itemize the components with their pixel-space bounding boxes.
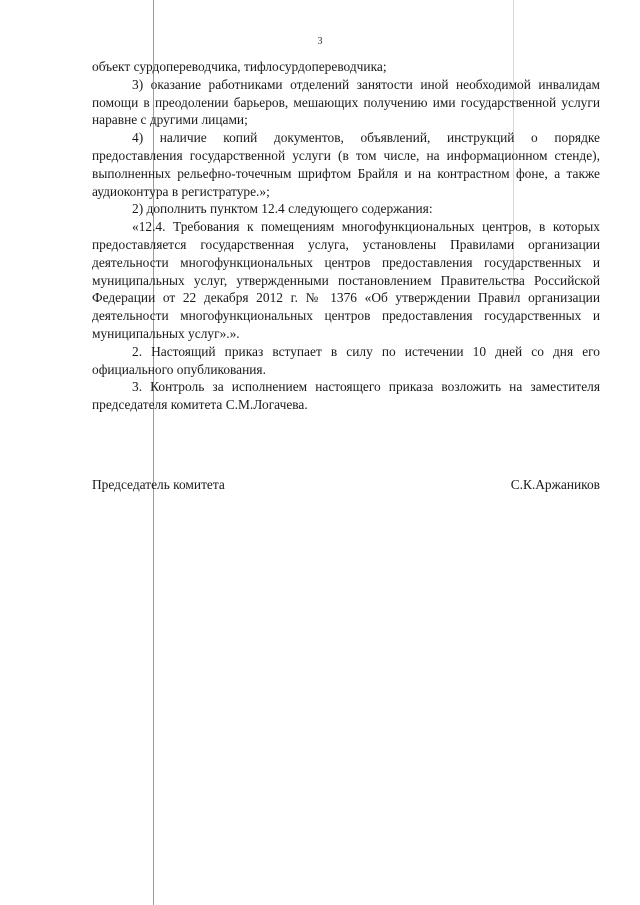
- page-number: 3: [317, 36, 323, 47]
- signatory-name: С.К.Аржаников: [510, 477, 600, 492]
- paragraph-order-3: 3. Контроль за исполнением настоящего приказа возложить на заместителя председателя комитета С.М.Логачева.: [92, 379, 600, 413]
- paragraph-order-2: 2. Настоящий приказ вступает в силу по истечении 10 дней со дня его официального опубликования.: [92, 343, 600, 377]
- paragraph-item-4: 4) наличие копий документов, объявлений, инструкций о порядке предоставления государственной услуги (в том числе, на информационном стенде), выполненных рельефно-точечным шрифтом Брайля и на контрастном фоне, а также аудиоконтура в регистратуре.»;: [92, 130, 600, 199]
- document-body: [92, 58, 600, 414]
- signatory-title: Председатель комитета: [92, 477, 225, 492]
- paragraph-item-3: 3) оказание работниками отделений занятости иной необходимой инвалидам помощи в преодолении барьеров, мешающих получению ими государственной услуги наравне с другими лицами;: [92, 76, 600, 128]
- paragraph-amendment-2: 2) дополнить пунктом 12.4 следующего содержания:: [132, 201, 433, 217]
- paragraph-clause-12-4: «12.4. Требования к помещениям многофункциональных центров, в которых предоставляется государственная услуга, установлены Правилами организации деятельности многофункциональных центров предоставления государственных и муниципальных услуг, утвержденными постановлением Правительства Российской Федерации от 22 декабря 2012 г. № 1376 «Об утверждении Правил организации деятельности многофункциональных центров предоставления государственных и муниципальных услуг».».: [92, 219, 600, 341]
- paragraph-continuation: объект сурдопереводчика, тифлосурдопереводчика;: [92, 59, 387, 74]
- signature-block: [92, 475, 600, 495]
